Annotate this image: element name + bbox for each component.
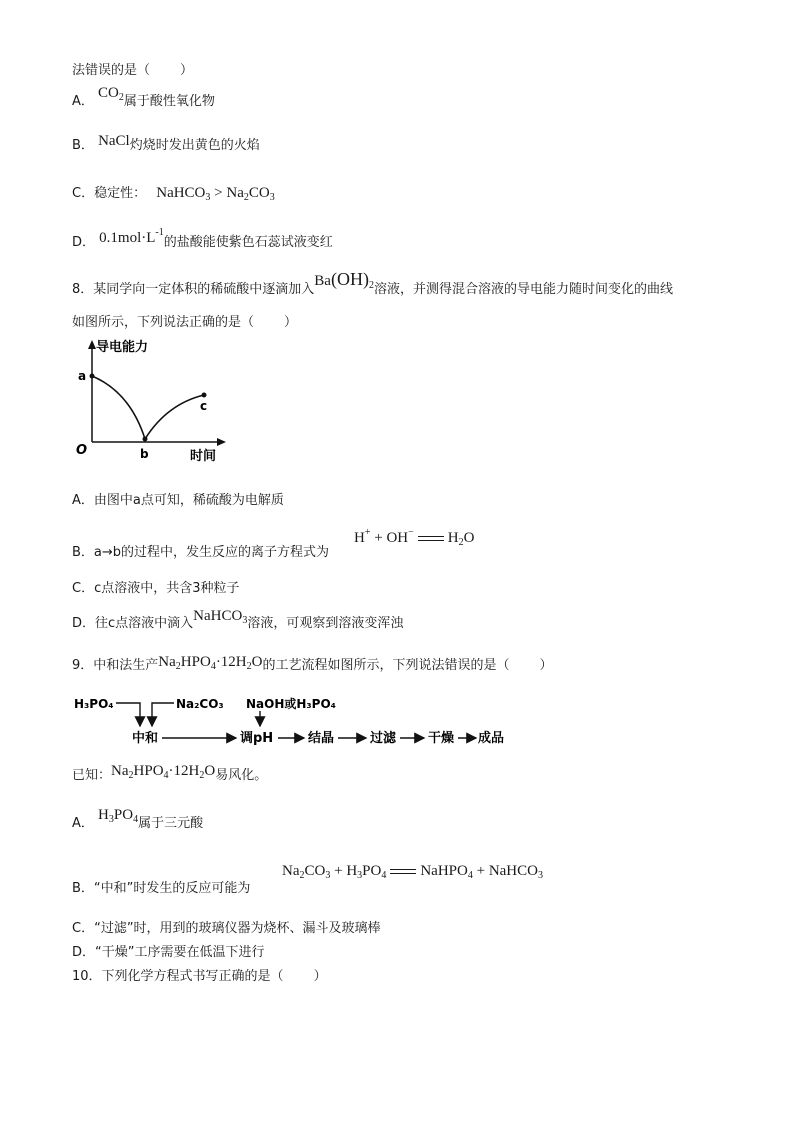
q8-conductivity-graph [72,336,232,466]
flow-step-dry: 干燥 [428,731,455,746]
q7-stem: 法错误的是（ ） [72,63,194,78]
q9-option-b: B．“中和”时发生的反应可能为 [72,881,251,896]
q7-option-c: C．稳定性： NaHCO$_3$ > $Na_2CO_3$ [72,185,275,203]
q9-known-condition: 已知：$Na_2HPO_4\cdot 12H_2O$易风化。 [72,763,268,783]
flow-step-neutralize: 中和 [132,731,159,746]
flow-input-na2co3: Na₂CO₃ [176,697,224,711]
flow-input-ph-adjuster: NaOH或H₃PO₄ [246,697,336,711]
flow-step-crystallize: 结晶 [308,731,335,746]
graph-xlabel: 时间 [190,449,217,464]
flow-step-adjust-ph: 调pH [240,731,274,746]
graph-point-a: a [78,369,87,383]
q8-ionic-equation: H+ + OH− $H_2O$ [354,527,475,548]
graph-origin: O [76,443,88,458]
q8-stem-line2: 如图所示，下列说法正确的是（ ） [72,315,298,330]
q7-option-d: D． $0.1mol\cdot L^{-1}$的盐酸能使紫色石蕊试液变红 [72,227,333,250]
graph-point-b: b [140,447,149,461]
q9-option-a: A． $H_3PO_4$属于三元酸 [72,807,204,831]
flow-step-product: 成品 [478,731,505,746]
q8-option-c: C．c点溶液中，共含3种粒子 [72,581,240,596]
q7-option-a: A． $CO_2$属于酸性氧化物 [72,85,215,109]
graph-point-c: c [200,399,208,413]
q9-option-c: C．“过滤”时，用到的玻璃仪器为烧杯、漏斗及玻璃棒 [72,921,381,936]
q9-option-d: D．“干燥”工序需要在低温下进行 [72,945,265,960]
q8-option-d: D．往c点溶液中滴入NaHCO$_3$溶液，可观察到溶液变浑浊 [72,608,404,631]
q9-process-flowchart [72,692,512,752]
q8-option-b: B．a→b的过程中，发生反应的离子方程式为 [72,545,330,560]
q8-stem-line1: 8．某同学向一定体积的稀硫酸中逐滴加入$Ba(OH)_2$溶液，并测得混合溶液的导电能力随时间变化的曲线 [72,269,673,297]
q7-option-b: B． NaCl灼烧时发出黄色的火焰 [72,133,260,153]
graph-ylabel: 导电能力 [96,340,149,355]
q9-reaction-equation: $Na_2CO_3 + H_3PO_4$ NaHPO$_4$ + NaHCO$_3$ [282,863,543,881]
q10-stem: 10．下列化学方程式书写正确的是（ ） [72,969,327,984]
flow-step-filter: 过滤 [370,731,397,746]
q8-option-a: A．由图中a点可知，稀硫酸为电解质 [72,493,284,508]
flow-input-h3po4: H₃PO₄ [74,697,114,711]
q9-stem: 9．中和法生产$Na_2HPO_4\cdot 12H_2O$的工艺流程如图所示，下列说法错误的是（ ） [72,654,553,673]
